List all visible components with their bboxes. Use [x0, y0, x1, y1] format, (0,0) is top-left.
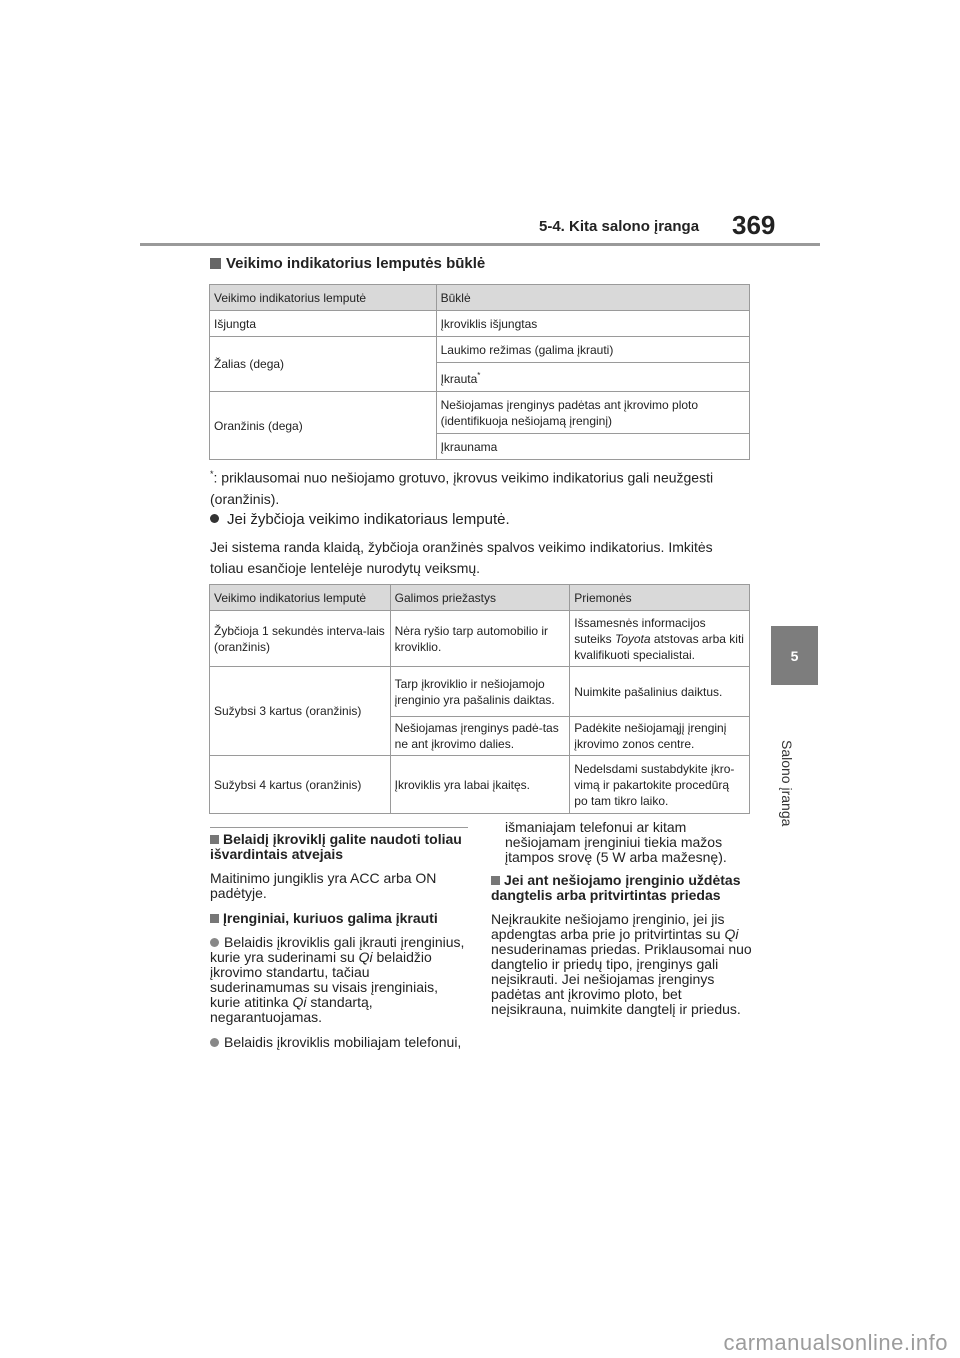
- table-cell: Nėra ryšio tarp automobilio ir kroviklio.: [390, 611, 570, 667]
- blink-troubleshooting-table: [209, 584, 750, 814]
- header-cell: Būklė: [436, 285, 749, 311]
- footnote: *: priklausomai nuo nešiojamo grotuvo, įkrovus veikimo indikatorius gali neužgesti (oranžinis).: [210, 469, 714, 507]
- watermark: carmanualsonline.info: [723, 1330, 948, 1355]
- table-row: [210, 611, 750, 667]
- table-row: [210, 667, 750, 717]
- bullet-dot-icon: [210, 938, 219, 947]
- square-bullet-icon: [210, 258, 221, 269]
- table-row: [210, 311, 750, 337]
- table-cell: Įkroviklis išjungtas: [436, 311, 749, 337]
- header-cell: Priemonės: [570, 585, 750, 611]
- header-cell: Veikimo indikatorius lemputė: [210, 585, 391, 611]
- left-column: [210, 832, 468, 1050]
- cover-paragraph: Neįkraukite nešiojamo įrenginio, jei jis apdengtas arba prie jo pritvirtintas su Qi nesuderinamas priedas. Priklausomai nuo dangtelio ir priedų tipo, įrenginys gali neįsikrauti. Jei nešiojamas įrenginys padėtas ant įkrovimo ploto, bet neįsikrauna, nuimkite dangtelį ir priedus.: [491, 911, 752, 1017]
- table-header-row: [210, 585, 750, 611]
- table-cell: Įkroviklis yra labai įkaitęs.: [390, 756, 570, 814]
- table-cell: Įkrauta*: [436, 363, 749, 392]
- table-cell: Žalias (dega): [210, 337, 437, 392]
- list-item: Belaidis įkroviklis mobiliajam telefonui,: [210, 1035, 468, 1050]
- table-cell: Nuimkite pašalinius daiktus.: [570, 667, 750, 717]
- blink-heading: Jei žybčioja veikimo indikatoriaus lemputė.: [210, 511, 510, 528]
- header-cell: Veikimo indikatorius lemputė: [210, 285, 437, 311]
- header-cell: Galimos priežastys: [390, 585, 570, 611]
- table-cell: Laukimo režimas (galima įkrauti): [436, 337, 749, 363]
- bullet-dot-icon: [210, 1038, 219, 1047]
- devices-heading: Įrenginiai, kuriuos galima įkrauti: [210, 911, 468, 926]
- indicator-status-table: [209, 284, 750, 460]
- right-column: [491, 820, 753, 1017]
- table-cell: Sužybsi 4 kartus (oranžinis): [210, 756, 391, 814]
- square-bullet-icon: [491, 876, 500, 885]
- blink-paragraph: Jei sistema randa klaidą, žybčioja oranžinės spalvos veikimo indikatorius. Imkitės toliau esančioje lentelėje nurodytų veiksmų.: [210, 539, 713, 576]
- table-cell: Nešiojamas įrenginys padėtas ant įkrovimo ploto (identifikuoja nešiojamą įrenginį): [436, 392, 749, 434]
- table-cell: Sužybsi 3 kartus (oranžinis): [210, 667, 391, 756]
- usage-paragraph: Maitinimo jungiklis yra ACC arba ON padėtyje.: [210, 870, 437, 901]
- cover-heading: Jei ant nešiojamo įrenginio uždėtas dangtelis arba pritvirtintas priedas: [491, 872, 741, 903]
- table-cell: Tarp įkroviklio ir nešiojamojo įrenginio yra pašalinis daiktas.: [390, 667, 570, 717]
- chapter-title: Salono įranga: [779, 740, 795, 827]
- table-row: [210, 337, 750, 363]
- table-cell: Padėkite nešiojamąjį įrenginį įkrovimo zonos centre.: [570, 717, 750, 756]
- section-title: 5-4. Kita salono įranga: [539, 218, 700, 235]
- bullet-dot-icon: [210, 514, 219, 523]
- usage-heading: Belaidį įkroviklį galite naudoti toliau išvardintais atvejais: [210, 831, 462, 862]
- table-cell: Oranžinis (dega): [210, 392, 437, 460]
- column-rule: [210, 827, 468, 828]
- table-cell: Įkraunama: [436, 434, 749, 460]
- table-row: [210, 392, 750, 434]
- table-cell: Išsamesnės informacijos suteiks Toyota atstovas arba kiti kvalifikuoti specialistai.: [570, 611, 750, 667]
- chapter-tab: 5: [771, 626, 818, 685]
- table-cell: Žybčioja 1 sekundės interva-lais (oranžinis): [210, 611, 391, 667]
- table-row: [210, 756, 750, 814]
- table-cell: Nedelsdami sustabdykite įkro-vimą ir pakartokite procedūrą po tam tikro laiko.: [570, 756, 750, 814]
- page-number: 369: [732, 210, 776, 240]
- square-bullet-icon: [210, 914, 219, 923]
- indicator-heading: Veikimo indikatorius lemputės būklė: [210, 255, 485, 272]
- list-item: Belaidis įkroviklis gali įkrauti įrenginius, kurie yra suderinami su Qi belaidžio įkrovimo standartu, tačiau suderinamumas su visais įrenginiais, kurie atitinka Qi standartą, negarantuojamas.: [210, 934, 465, 1025]
- square-bullet-icon: [210, 835, 219, 844]
- continued-paragraph: išmaniajam telefonui ar kitam nešiojamam įrenginiui tiekia mažos įtampos srovę (5 W arba mažesnę).: [505, 819, 727, 865]
- table-cell: Nešiojamas įrenginys padė-tas ne ant įkrovimo dalies.: [390, 717, 570, 756]
- table-header-row: [210, 285, 750, 311]
- table-cell: Išjungta: [210, 311, 437, 337]
- header-rule: [140, 243, 820, 246]
